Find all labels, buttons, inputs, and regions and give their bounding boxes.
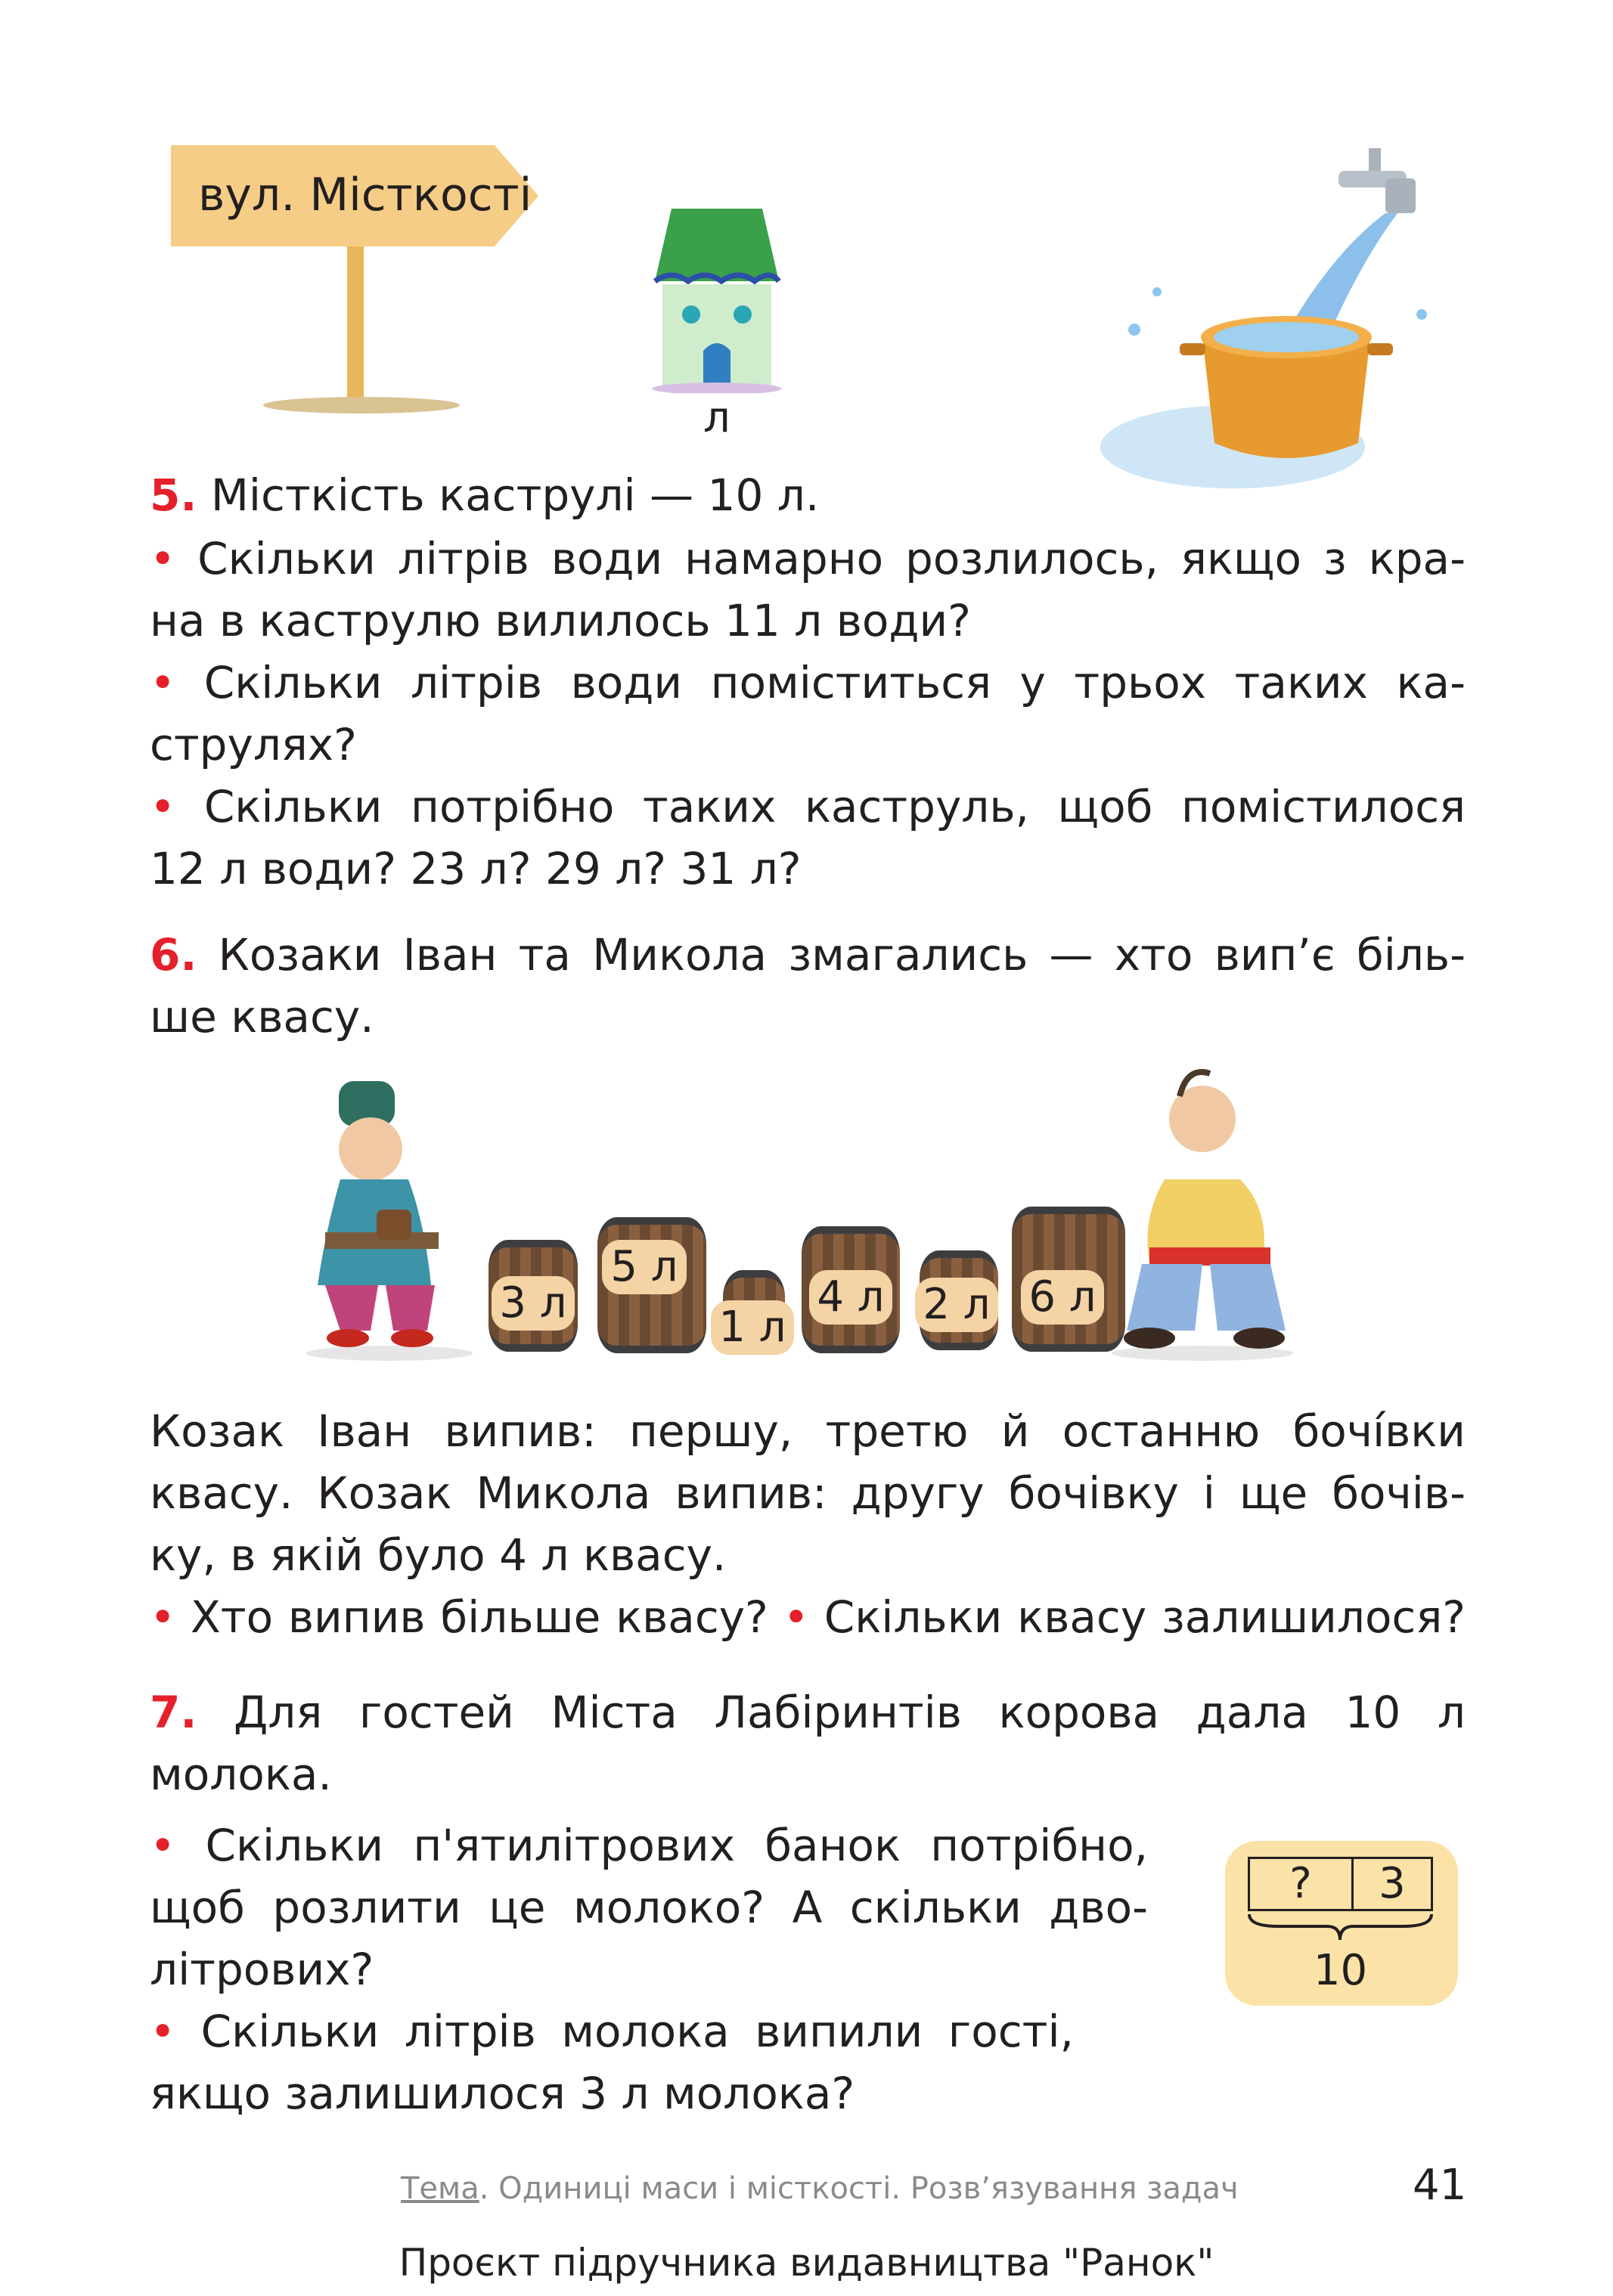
bullet-icon: •: [150, 533, 176, 584]
scheme-part-unknown: ?: [1248, 1857, 1354, 1911]
house-icon: [649, 209, 785, 393]
task7-q1-line1: [150, 1814, 1148, 1876]
task5-q3-line2: 12 л води? 23 л? 29 л? 31 л?: [150, 843, 802, 894]
street-sign-text: вул. Місткості: [198, 169, 532, 222]
scheme-part-known: 3: [1351, 1857, 1433, 1911]
bullet-icon: •: [150, 2006, 176, 2057]
sign-ground-patch: [263, 397, 460, 414]
task6-q1: Хто випив більше квасу?: [191, 1591, 768, 1643]
task6-q2: Скільки квасу залишилося?: [824, 1591, 1466, 1643]
scheme-brace-icon: [1248, 1913, 1433, 1943]
footer-topic-text: . Одиниці маси і місткості. Розв’язування задач: [479, 2171, 1239, 2206]
task5-q1-line1: [150, 528, 1466, 590]
task7-q1-text: Скільки п'ятилітрових банок потрібно,: [205, 1820, 1148, 1871]
bullet-icon: •: [150, 781, 176, 832]
task6-line1: [150, 924, 1466, 986]
task5-q2-line2: струлях?: [150, 719, 357, 770]
task5-q3-line1: [150, 776, 1466, 838]
barrel-label-3: 1 л: [711, 1300, 794, 1355]
task5-q1-line2: на в каструлю вилилось 11 л води?: [150, 595, 971, 646]
task7-line1-text: Для гостей Міста Лабіринтів корова дала 10 л: [233, 1687, 1466, 1738]
task7-q1-line3: літрових?: [150, 1944, 374, 1995]
task5-q3-text: Скільки потрібно таких каструль, щоб помістилося: [203, 781, 1466, 832]
task-number: 7.: [150, 1687, 197, 1738]
task6-p-line2: квасу. Козак Микола випив: другу бочівку і ще бочів-: [150, 1467, 1466, 1519]
task5-heading-text: Місткість каструлі — 10 л.: [210, 469, 820, 521]
task7-q2-line1: [150, 2000, 1074, 2062]
task5-q2-text: Скільки літрів води поміститься у трьох таких ка-: [203, 657, 1466, 708]
publisher-note: Проєкт підручника видавництва "Ранок": [399, 2241, 1214, 2285]
task7-line2: молока.: [150, 1749, 332, 1800]
footer-topic-label: Тема: [401, 2171, 479, 2206]
barrel-label-6: 6 л: [1021, 1270, 1104, 1325]
bullet-icon: •: [150, 657, 176, 708]
bullet-icon: •: [150, 1820, 176, 1871]
bullet-icon: •: [150, 1591, 176, 1643]
barrel-label-1: 3 л: [492, 1276, 575, 1331]
task6-questions: [150, 1586, 1466, 1648]
task-number: 5.: [150, 469, 197, 521]
page-number: 41: [1413, 2161, 1467, 2210]
bullet-icon: •: [783, 1591, 809, 1643]
task7-line1: [150, 1681, 1466, 1743]
cossack-ivan-illustration: [295, 1081, 484, 1361]
house-label: л: [703, 393, 731, 442]
scheme-total: 10: [1313, 1946, 1368, 1995]
task7-q2-line2: якщо залишилося 3 л молока?: [150, 2068, 855, 2119]
task7-q2-text: Скільки літрів молока випили гості,: [200, 2006, 1074, 2057]
task6-line1-text: Козаки Іван та Микола змагались — хто вип’є біль-: [218, 929, 1466, 981]
task5-heading: [150, 464, 1466, 526]
task5-q1-text: Скільки літрів води намарно розлилось, якщо з кра-: [197, 533, 1466, 584]
barrel-label-2: 5 л: [602, 1240, 687, 1294]
footer-topic: [401, 2171, 1239, 2206]
barrel-label-5: 2 л: [915, 1278, 998, 1332]
tap-and-pot-illustration: [1089, 148, 1444, 504]
street-sign-pole: [347, 246, 364, 405]
task7-q1-line2: щоб розлити це молоко? А скільки дво-: [150, 1882, 1148, 1933]
task6-line2: ше квасу.: [150, 991, 374, 1043]
task5-q2-line1: [150, 652, 1466, 714]
task-number: 6.: [150, 929, 197, 981]
task6-p-line1: Козак Іван випив: першу, третю й останню бочі́вки: [150, 1405, 1466, 1457]
task6-p-line3: ку, в якій було 4 л квасу.: [150, 1529, 727, 1581]
barrel-label-4: 4 л: [809, 1270, 892, 1325]
